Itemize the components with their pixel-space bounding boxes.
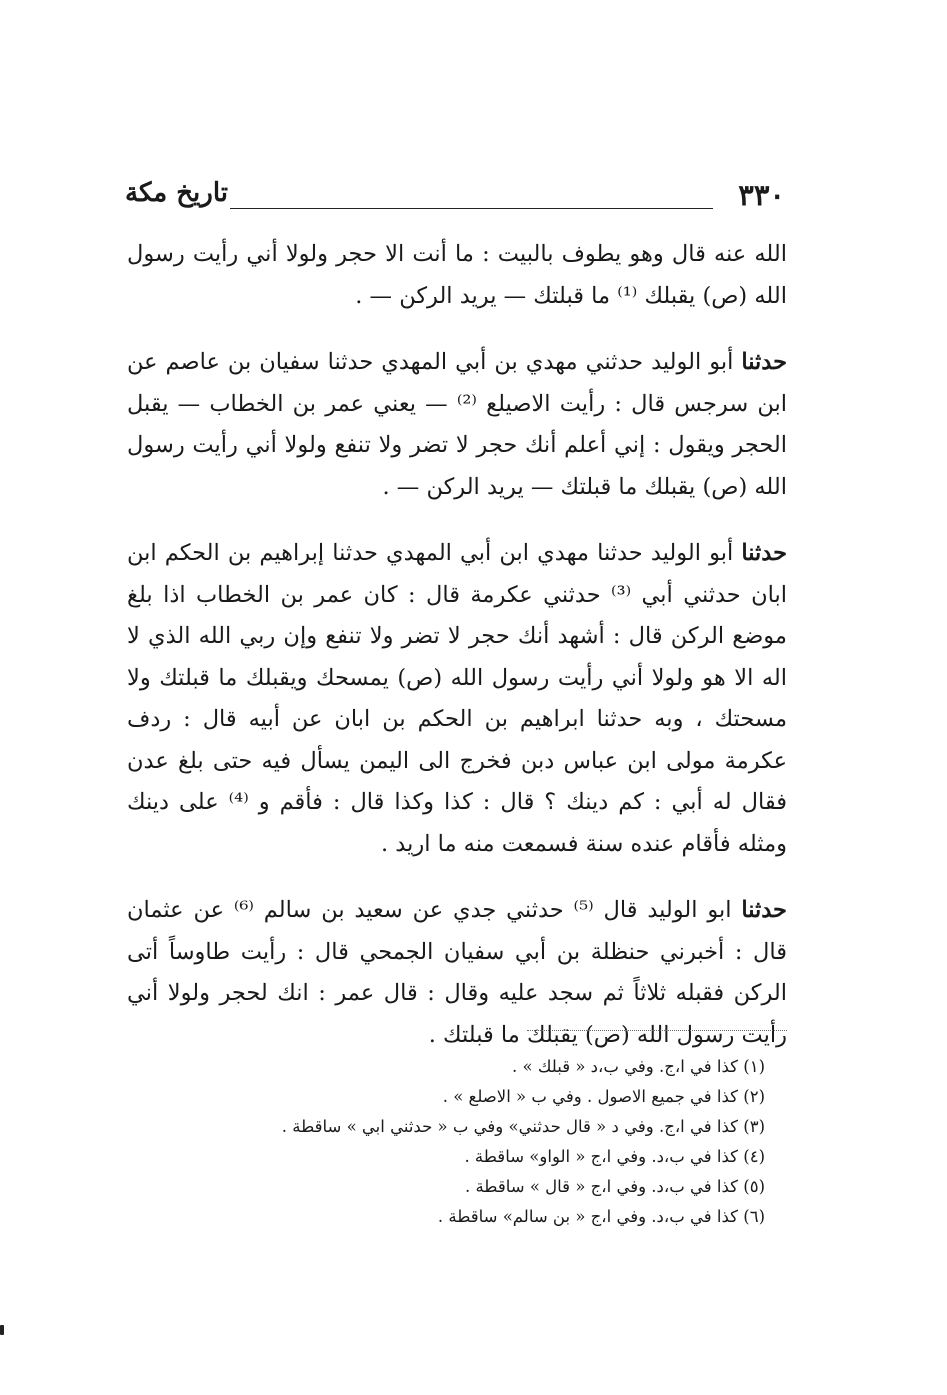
main-text [127, 234, 787, 1081]
footnote: (٢) كذا في جميع الاصول . وفي ب « الاصلع » . [442, 1087, 765, 1106]
footnote: (٤) كذا في ب،د. وفي ا،ج « الواو» ساقطة . [464, 1147, 765, 1166]
paragraph [127, 533, 787, 865]
paragraph-text: أبو الوليد حدثني مهدي بن أبي المهدي حدثنا سفيان بن عاصم عن ابن سرجس قال : رأيت الاصيلع ⁽²⁾ — يعني عمر بن الخطاب — يقبل الحجر ويقول : إني أعلم أنك حجر لا تضر ولا تنفع ولولا أني رأيت رسول الله (ص) يقبلك ما قبلتك — يريد الركن — . [127, 349, 787, 500]
footnote-separator [527, 1030, 787, 1031]
paragraph-text: الله عنه قال وهو يطوف بالبيت : ما أنت الا حجر ولولا أني رأيت رسول الله (ص) يقبلك ⁽¹⁾ ما قبلتك — يريد الركن — . [127, 241, 787, 309]
footnote: (٥) كذا في ب،د. وفي ا،ج « قال » ساقطة . [464, 1177, 765, 1196]
footnote: (١) كذا في ا،ج. وفي ب،د « قبلك » . [512, 1057, 765, 1076]
page-header [125, 178, 785, 218]
paragraph [127, 342, 787, 508]
paragraph [127, 890, 787, 1056]
paragraph-lead: حدثنا [741, 897, 787, 923]
scan-edge-mark [0, 1325, 4, 1335]
paragraph-lead: حدثنا [741, 349, 787, 375]
footnotes [281, 1052, 765, 1232]
header-rule [230, 208, 713, 209]
page-number: ٣٣٠ [738, 178, 785, 212]
paragraph-text: أبو الوليد حدثنا مهدي ابن أبي المهدي حدثنا إبراهيم بن الحكم ابن ابان حدثني أبي ⁽³⁾ حدثني عكرمة قال : كان عمر بن الخطاب اذا بلغ موضع الركن قال : أشهد أنك حجر لا تضر ولا تنفع وإن ربي الله الذي لا اله الا هو ولولا أني رأيت رسول الله (ص) يمسحك ويقبلك ما قبلتك ولا مسحتك ، وبه حدثنا ابراهيم بن الحكم بن ابان عن أبيه قال : ردف عكرمة مولى ابن عباس دبن فخرج الى اليمن يسأل فيه حتى بلغ عدن فقال له أبي : كم دينك ؟ قال : كذا وكذا قال : فأقم و ⁽⁴⁾ على دينك ومثله فأقام عنده سنة فسمعت منه ما اريد . [127, 540, 788, 857]
paragraph-text: ابو الوليد قال ⁽⁵⁾ حدثني جدي عن سعيد بن سالم ⁽⁶⁾ عن عثمان قال : أخبرني حنظلة بن أبي سفيان الجمحي قال : رأيت طاوساً أتى الركن فقبله ثلاثاً ثم سجد عليه وقال : قال عمر : انك لحجر ولولا أني رأيت رسول الله (ص) يقبلك ما قبلتك . [127, 897, 787, 1048]
footnote: (٣) كذا في ا،ج. وفي د « قال حدثني» وفي ب « حدثني ابي » ساقطة . [281, 1117, 765, 1136]
paragraph-lead: حدثنا [741, 540, 787, 566]
running-title: تاريخ مكة [125, 178, 229, 208]
paragraph [127, 234, 787, 317]
footnote: (٦) كذا في ب،د. وفي ا،ج « بن سالم» ساقطة . [437, 1207, 765, 1226]
